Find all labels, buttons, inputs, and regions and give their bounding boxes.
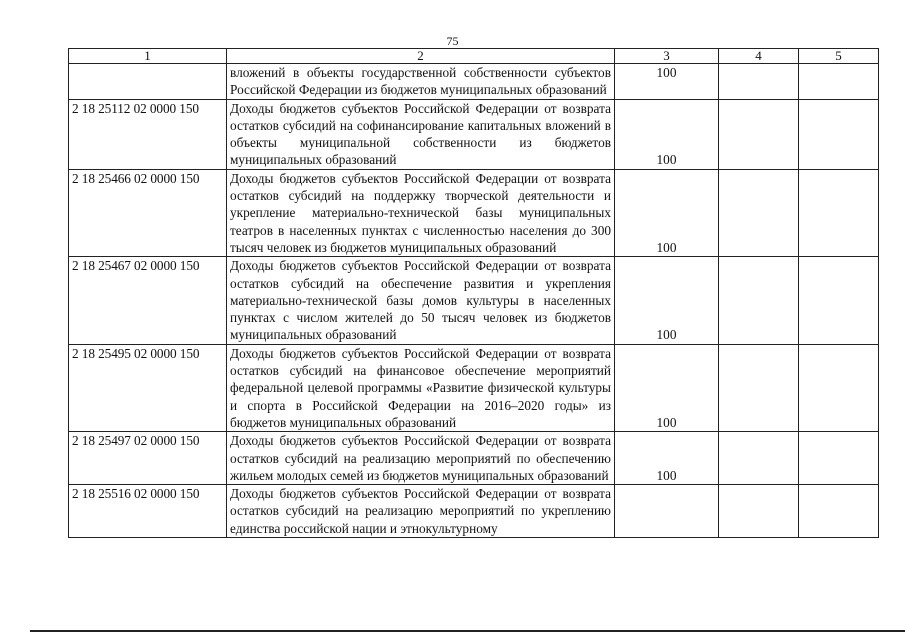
- income-code: 2 18 25516 02 0000 150: [69, 485, 227, 538]
- column-header: 5: [799, 49, 879, 64]
- income-description: Доходы бюджетов субъектов Российской Федерации от возврата остатков субсидий на обеспечение развития и укрепления материально-технической базы домов культуры в населенных пунктах с числом жителей до 50 тысяч человек из бюджетов муниципальных образований: [227, 257, 615, 344]
- amount-value: 100: [615, 344, 719, 431]
- empty-cell: [799, 485, 879, 538]
- income-code: 2 18 25466 02 0000 150: [69, 169, 227, 256]
- page-bottom-divider: [30, 630, 905, 632]
- table-header-row: [69, 49, 879, 64]
- table-row: [69, 432, 879, 485]
- empty-cell: [719, 432, 799, 485]
- column-header: 1: [69, 49, 227, 64]
- empty-cell: [719, 344, 799, 431]
- empty-cell: [799, 64, 879, 100]
- income-description: Доходы бюджетов субъектов Российской Федерации от возврата остатков субсидий на реализацию мероприятий по обеспечению жильем молодых семей из бюджетов муниципальных образований: [227, 432, 615, 485]
- page-number: 75: [446, 34, 459, 48]
- amount-value: 100: [615, 169, 719, 256]
- empty-cell: [799, 99, 879, 169]
- table-row: [69, 344, 879, 431]
- empty-cell: [719, 169, 799, 256]
- empty-cell: [719, 485, 799, 538]
- amount-value: [615, 485, 719, 538]
- empty-cell: [719, 257, 799, 344]
- column-header: 3: [615, 49, 719, 64]
- empty-cell: [799, 169, 879, 256]
- amount-value: 100: [615, 99, 719, 169]
- income-code: [69, 64, 227, 100]
- column-header: 2: [227, 49, 615, 64]
- budget-table: [68, 48, 879, 538]
- empty-cell: [719, 64, 799, 100]
- income-description: Доходы бюджетов субъектов Российской Федерации от возврата остатков субсидий на поддержку творческой деятельности и укрепление материально-технической базы муниципальных театров в населенных пунктах с численностью населения до 300 тысяч человек из бюджетов муниципальных образований: [227, 169, 615, 256]
- empty-cell: [719, 99, 799, 169]
- table-row: [69, 64, 879, 100]
- table-row: [69, 99, 879, 169]
- empty-cell: [799, 344, 879, 431]
- table-row: [69, 485, 879, 538]
- amount-value: 100: [615, 432, 719, 485]
- income-code: 2 18 25497 02 0000 150: [69, 432, 227, 485]
- amount-value: 100: [615, 257, 719, 344]
- income-description: Доходы бюджетов субъектов Российской Федерации от возврата остатков субсидий на софинансирование капитальных вложений в объекты муниципальной собственности из бюджетов муниципальных образований: [227, 99, 615, 169]
- amount-value: 100: [615, 64, 719, 100]
- income-description: Доходы бюджетов субъектов Российской Федерации от возврата остатков субсидий на финансовое обеспечение мероприятий федеральной целевой программы «Развитие физической культуры и спорта в Российской Федерации на 2016–2020 годы» из бюджетов муниципальных образований: [227, 344, 615, 431]
- income-code: 2 18 25467 02 0000 150: [69, 257, 227, 344]
- income-code: 2 18 25495 02 0000 150: [69, 344, 227, 431]
- column-header: 4: [719, 49, 799, 64]
- income-description: Доходы бюджетов субъектов Российской Федерации от возврата остатков субсидий на реализацию мероприятий по укреплению единства российской нации и этнокультурному: [227, 485, 615, 538]
- table-row: [69, 169, 879, 256]
- empty-cell: [799, 257, 879, 344]
- table-row: [69, 257, 879, 344]
- income-code: 2 18 25112 02 0000 150: [69, 99, 227, 169]
- empty-cell: [799, 432, 879, 485]
- income-description: вложений в объекты государственной собственности субъектов Российской Федерации из бюджетов муниципальных образований: [227, 64, 615, 100]
